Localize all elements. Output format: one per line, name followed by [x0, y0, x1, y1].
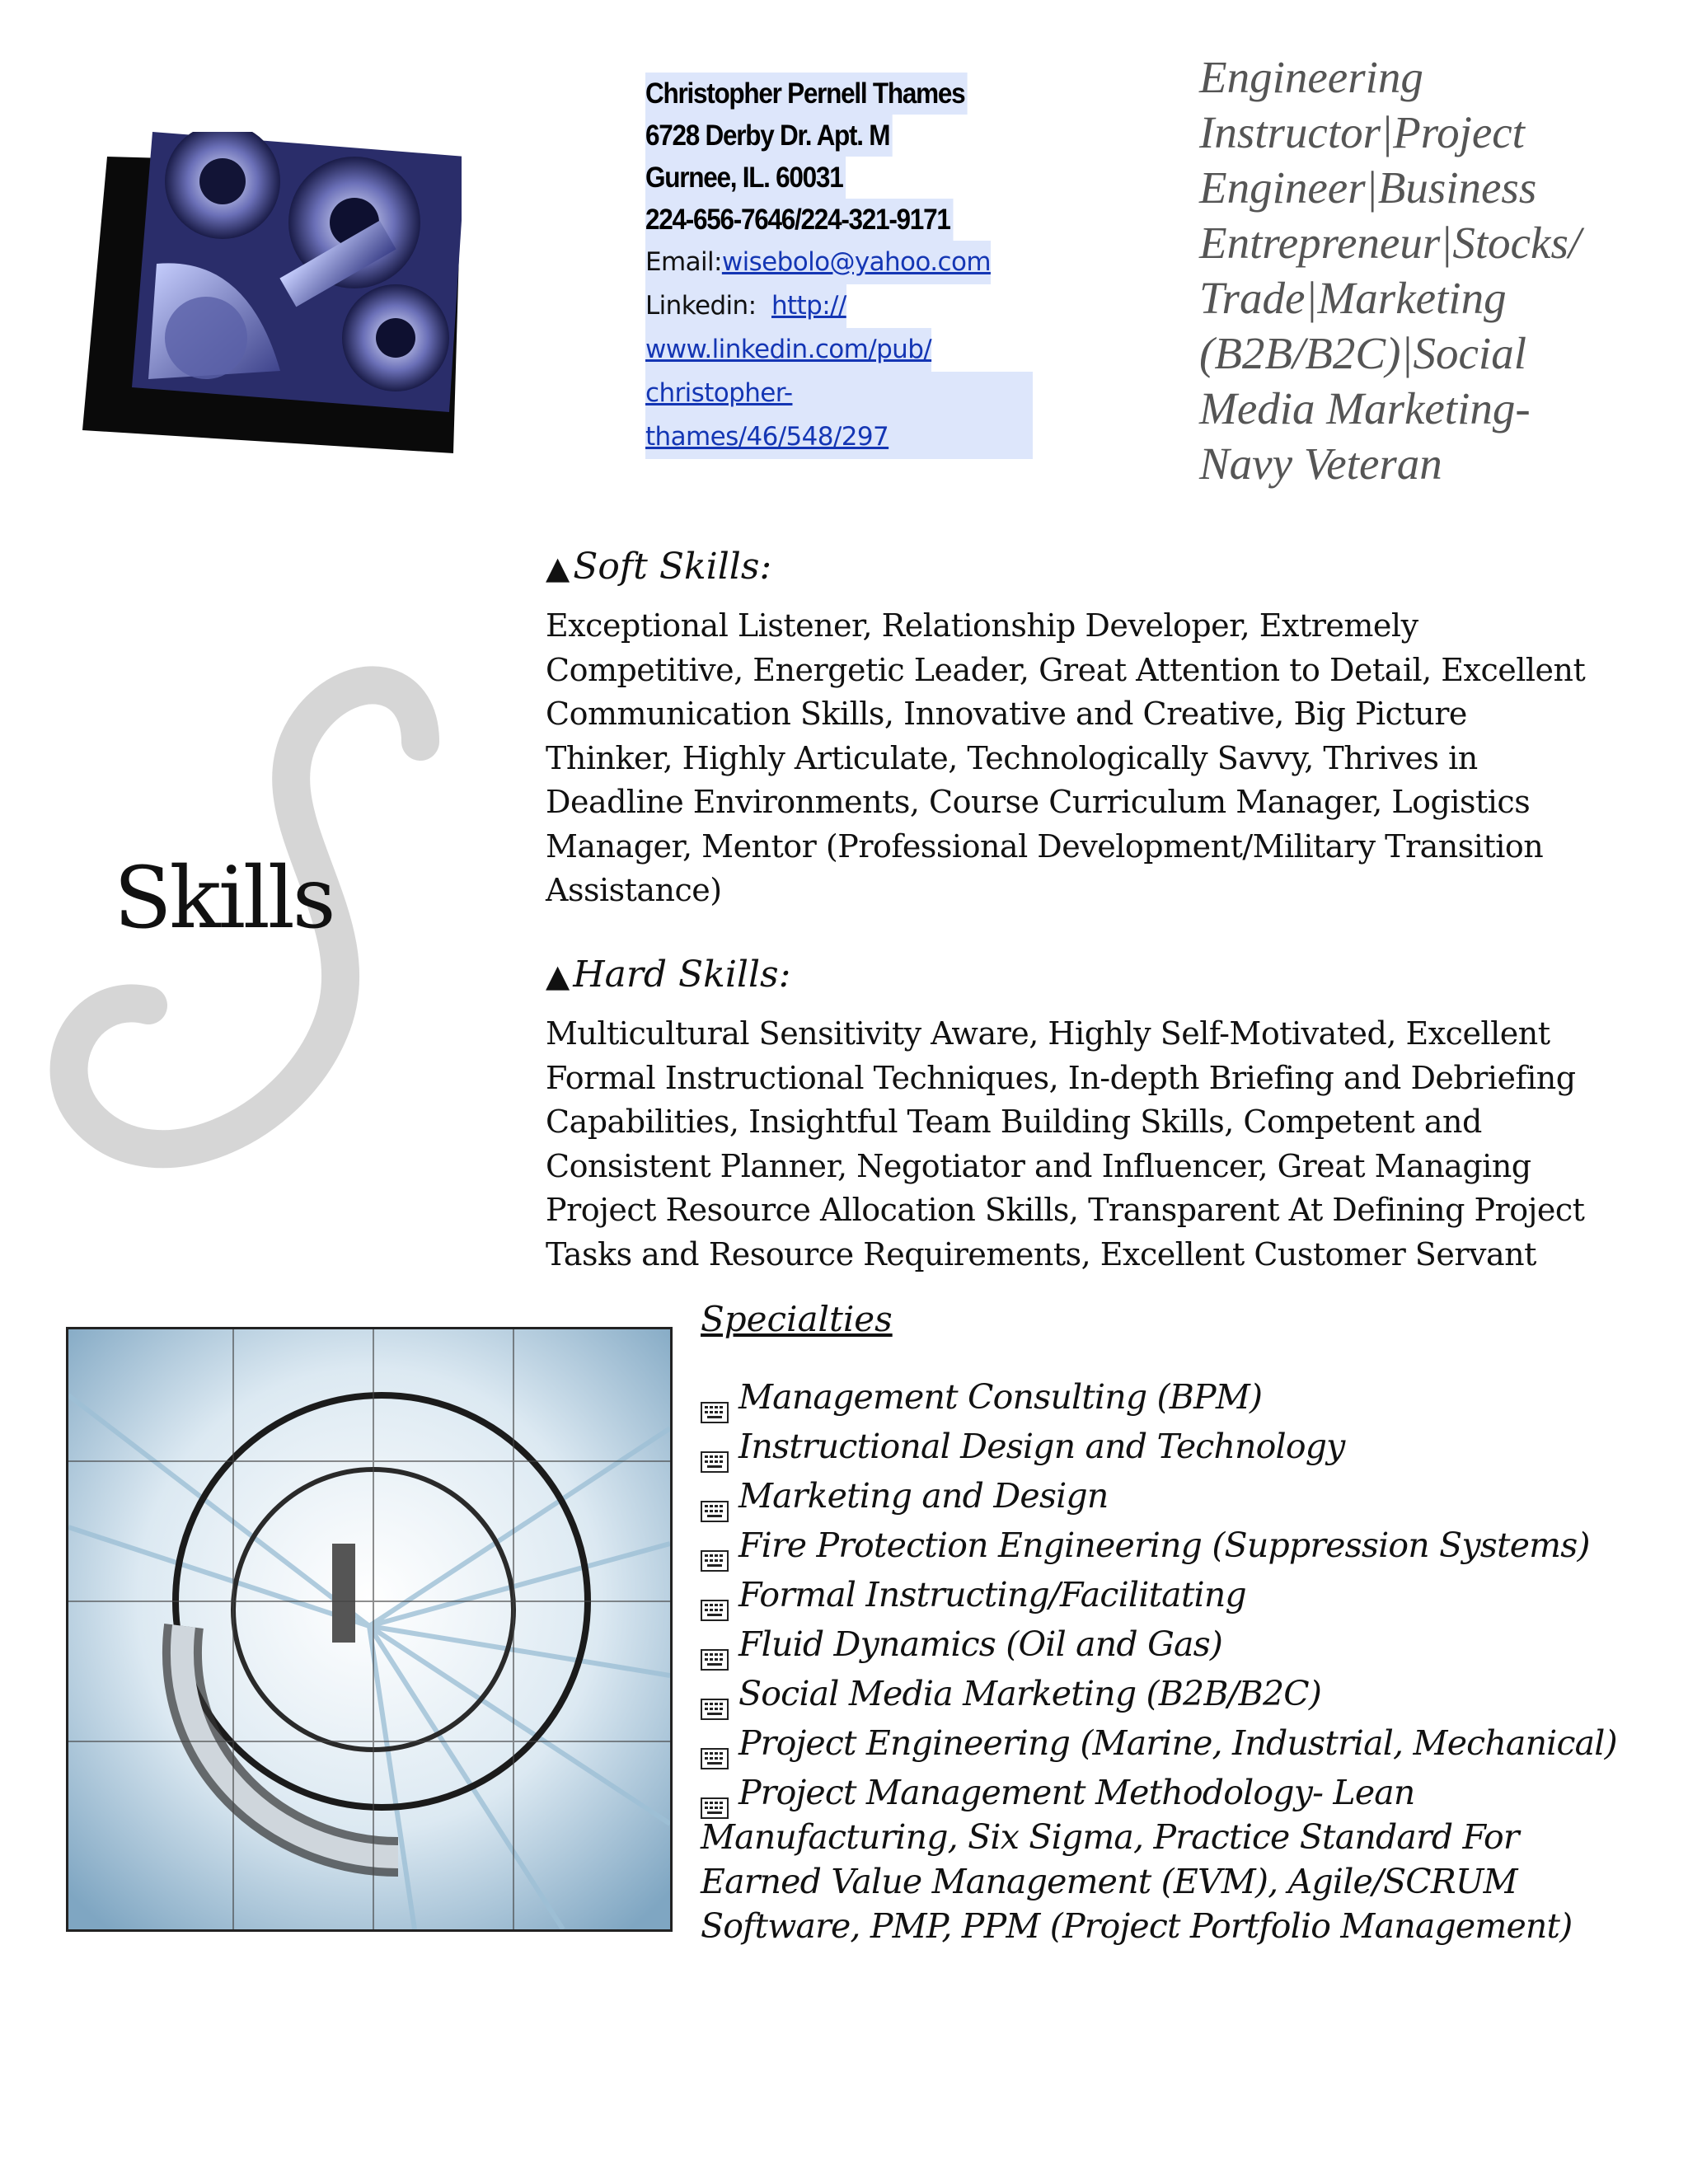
specialty-item	[701, 1424, 1632, 1469]
soft-skills-line: Manager, Mentor (Professional Development/Military Transition	[546, 827, 1544, 865]
specialties-list	[701, 1375, 1632, 1953]
soft-skills-line: Communication Skills, Innovative and Creative, Big Picture	[546, 696, 1467, 732]
address-line-1: 6728 Derby Dr. Apt. M	[645, 115, 893, 157]
keyboard-icon	[701, 1637, 729, 1658]
specialty-text: Management Consulting (BPM)	[738, 1377, 1263, 1417]
professional-headline	[1199, 49, 1661, 491]
triangle-bullet-icon: ▲	[546, 958, 570, 994]
specialty-item	[701, 1375, 1632, 1419]
headline-line: Media Marketing-	[1199, 383, 1531, 434]
address-line-2: Gurnee, IL. 60031	[645, 157, 846, 199]
specialty-item	[701, 1474, 1632, 1518]
specialty-item	[701, 1671, 1632, 1716]
hard-skills-heading	[546, 954, 790, 996]
keyboard-icon	[701, 1686, 729, 1708]
linkedin-row	[645, 284, 846, 328]
keyboard-icon	[701, 1587, 729, 1609]
hard-skills-text	[546, 1012, 1617, 1277]
specialty-text: Marketing and Design	[738, 1476, 1109, 1516]
hard-skills-line: Consistent Planner, Negotiator and Influencer, Great Managing	[546, 1147, 1531, 1184]
specialty-text: Fluid Dynamics (Oil and Gas)	[738, 1624, 1223, 1664]
specialties-title: Specialties	[701, 1299, 893, 1339]
headline-line: Engineering	[1199, 52, 1423, 102]
gears-photo	[82, 132, 462, 453]
specialty-text: Project Management Methodology- Lean Manufacturing, Six Sigma, Practice Standard For Earned Value Management (EVM), Agile/SCRUM Software, PMP, PPM (Project Portfolio Management)	[701, 1773, 1573, 1946]
specialty-text: Project Engineering (Marine, Industrial, Mechanical)	[738, 1723, 1617, 1763]
headline-line: Entrepreneur|Stocks/	[1199, 218, 1582, 268]
specialty-text: Instructional Design and Technology	[738, 1427, 1345, 1466]
headline-line: Instructor|Project	[1199, 107, 1525, 157]
specialty-item	[701, 1523, 1632, 1568]
specialty-text: Fire Protection Engineering (Suppression Systems)	[738, 1526, 1590, 1565]
specialty-text: Social Media Marketing (B2B/B2C)	[738, 1674, 1322, 1713]
soft-skills-line: Exceptional Listener, Relationship Developer, Extremely	[546, 607, 1418, 644]
phone-numbers: 224-656-7646/224-321-9171	[645, 199, 953, 241]
specialty-item	[701, 1770, 1632, 1948]
hard-skills-line: Capabilities, Insightful Team Building Skills, Competent and	[546, 1104, 1482, 1140]
keyboard-icon	[701, 1439, 729, 1460]
keyboard-icon	[701, 1488, 729, 1510]
specialty-item	[701, 1572, 1632, 1617]
linkedin-label: Linkedin:	[645, 291, 757, 321]
soft-skills-line: Thinker, Highly Articulate, Technologically Savvy, Thrives in	[546, 739, 1478, 776]
headline-line: Navy Veteran	[1199, 438, 1442, 489]
keyboard-icon	[701, 1736, 729, 1757]
hard-skills-line: Tasks and Resource Requirements, Excellent Customer Servant	[546, 1235, 1536, 1272]
keyboard-icon	[701, 1538, 729, 1559]
hard-skills-line: Formal Instructional Techniques, In-depth Briefing and Debriefing	[546, 1059, 1576, 1096]
contact-name: Christopher Pernell Thames	[645, 73, 968, 115]
email-row	[645, 241, 991, 284]
hard-skills-line: Multicultural Sensitivity Aware, Highly Self-Motivated, Excellent	[546, 1015, 1550, 1052]
email-link[interactable]: wisebolo@yahoo.com	[721, 247, 991, 277]
headline-line: Engineer|Business	[1199, 162, 1537, 213]
email-label: Email:	[645, 247, 722, 277]
specialty-item	[701, 1622, 1632, 1666]
linkedin-link-part-3[interactable]: christopher-thames/46/548/297	[645, 372, 1033, 459]
specialty-text: Formal Instructing/Facilitating	[738, 1575, 1246, 1615]
spiral-staircase-photo	[66, 1327, 673, 1932]
headline-line: (B2B/B2C)|Social	[1199, 328, 1526, 378]
hard-skills-heading-text: Hard Skills:	[573, 954, 791, 996]
soft-skills-heading-text: Soft Skills:	[573, 546, 772, 588]
specialty-item	[701, 1721, 1632, 1765]
soft-skills-line: Deadline Environments, Course Curriculum Manager, Logistics	[546, 784, 1531, 820]
soft-skills-line: Competitive, Energetic Leader, Great Attention to Detail, Excellent	[546, 651, 1586, 688]
triangle-bullet-icon: ▲	[546, 550, 570, 586]
skills-title: Skills	[114, 849, 334, 948]
keyboard-icon	[701, 1785, 729, 1807]
keyboard-icon	[701, 1390, 729, 1411]
soft-skills-line: Assistance)	[546, 872, 722, 908]
headline-line: Trade|Marketing	[1199, 273, 1507, 323]
soft-skills-heading	[546, 546, 771, 588]
contact-block	[645, 73, 1033, 459]
linkedin-link-part-1[interactable]: http://	[771, 291, 846, 321]
soft-skills-text	[546, 604, 1617, 913]
hard-skills-line: Project Resource Allocation Skills, Transparent At Defining Project	[546, 1192, 1585, 1228]
linkedin-link-part-2[interactable]: www.linkedin.com/pub/	[645, 328, 931, 372]
